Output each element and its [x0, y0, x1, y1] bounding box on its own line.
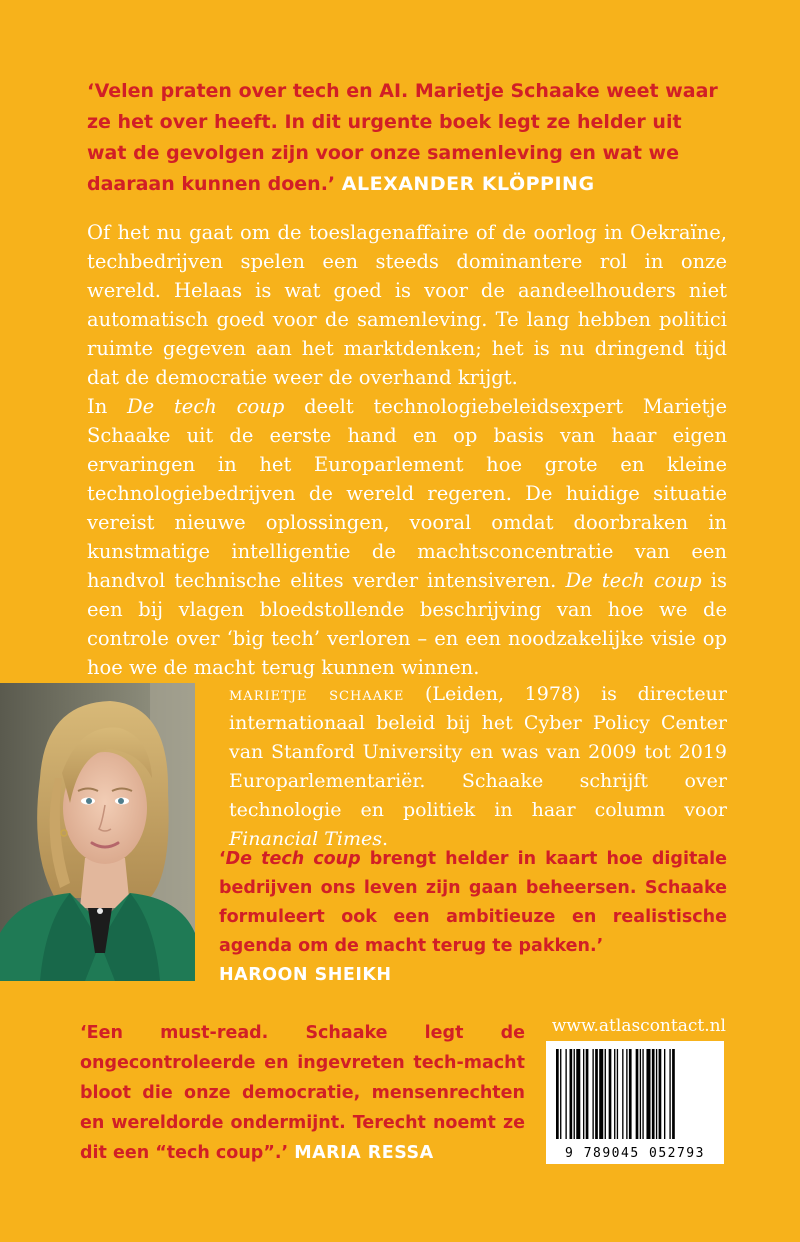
description-paragraph-2	[87, 392, 727, 682]
barcode-stripe	[636, 1049, 639, 1139]
description-paragraph-1: Of het nu gaat om de toeslagenaffaire of de oorlog in Oekraïne, techbedrijven spelen een steeds dominantere rol in onze wereld. Helaas is wat goed is voor de aandeelhouders niet automatisch goed voor de samenleving. Te lang hebben politici ruimte gegeven aan het marktdenken; het is nu dringend tijd dat de democratie weer de overhand krijgt.	[87, 221, 727, 389]
barcode-stripe	[576, 1049, 580, 1139]
barcode-stripe	[614, 1049, 615, 1139]
mid-quote-title: De tech coup	[225, 849, 361, 869]
barcode-stripe	[574, 1049, 575, 1139]
author-name: marietje schaake	[229, 683, 405, 705]
top-quote-text: ‘Velen praten over tech en AI. Marietje Schaake weet waar ze het over heeft. In dit urgente boek legt ze helder uit wat de gevolgen zijn voor onze samenleving en wat we daaraan kunnen doen.’	[87, 80, 718, 195]
barcode-stripe	[556, 1049, 559, 1139]
barcode-stripe	[659, 1049, 662, 1139]
publisher-url: www.atlascontact.nl	[551, 1016, 726, 1036]
barcode-stripe	[646, 1049, 650, 1139]
mid-quote-open: ‘	[219, 849, 226, 869]
barcode-stripe	[605, 1049, 606, 1139]
barcode-stripe	[622, 1049, 623, 1139]
isbn-digits: 9 789045 052793	[565, 1146, 705, 1161]
barcode-stripe	[565, 1049, 566, 1139]
top-quote	[87, 76, 727, 200]
barcode-stripe	[570, 1049, 573, 1139]
p2-intro: In	[87, 395, 128, 418]
barcode-stripe	[652, 1049, 655, 1139]
bottom-quote	[80, 1018, 525, 1168]
barcode-stripe	[642, 1049, 643, 1139]
p2-body: deelt technologiebeleidsexpert Marietje Schaake uit de eerste hand en op basis van haar eigen ervaringen in het Europarlement hoe grote en kleine technologiebedrijven de wereld regeren. De huidige situatie vereist nieuwe oplossingen, vooral omdat doorbraken in kunstmatige intelligentie de machtsconcentratie van een handvol technische elites verder intensiveren.	[87, 395, 727, 592]
p2-end: is een bij vlagen bloedstollende beschrijving van hoe we de controle over ‘big tech’ verloren – en een noodzakelijke visie op hoe we de macht terug kunnen winnen.	[87, 569, 727, 679]
author-portrait	[0, 683, 195, 981]
barcode-stripe	[560, 1049, 561, 1139]
barcode-stripe	[595, 1049, 598, 1139]
barcode-stripe	[664, 1049, 665, 1139]
barcode-bars	[556, 1049, 714, 1139]
bio-end: .	[381, 828, 389, 850]
barcode-stripe	[629, 1049, 632, 1139]
barcode-stripe	[583, 1049, 584, 1139]
barcode-stripe	[599, 1049, 603, 1139]
barcode-stripe	[609, 1049, 612, 1139]
author-bio	[229, 680, 727, 854]
barcode-stripe	[592, 1049, 593, 1139]
barcode	[546, 1041, 724, 1164]
barcode-stripe	[626, 1049, 627, 1139]
bio-text: (Leiden, 1978) is directeur internationaal beleid bij het Cyber Policy Center van Stanford University en was van 2009 tot 2019 Europarlementariër. Schaake schrijft over technologie en politiek in haar column voor	[229, 683, 727, 821]
barcode-stripe	[672, 1049, 675, 1139]
top-quote-attribution: ALEXANDER KLÖPPING	[341, 173, 595, 195]
bottom-quote-attribution: MARIA RESSA	[294, 1143, 434, 1163]
book-title-repeat: De tech coup	[565, 569, 702, 592]
publication-name: Financial Times	[229, 828, 382, 850]
mid-quote	[219, 845, 727, 990]
barcode-stripe	[669, 1049, 670, 1139]
barcode-stripe	[586, 1049, 589, 1139]
barcode-stripe	[617, 1049, 618, 1139]
bottom-quote-text: ‘Een must-read. Schaake legt de ongecontroleerde en ingevreten tech-macht bloot die onze democratie, mensenrechten en wereldorde ondermijnt. Terecht noemt ze dit een “tech coup”.’	[80, 1023, 525, 1163]
barcode-stripe	[640, 1049, 641, 1139]
mid-quote-attribution: HAROON SHEIKH	[219, 965, 392, 985]
barcode-stripe	[656, 1049, 657, 1139]
book-description	[87, 218, 727, 682]
mid-quote-text: brengt helder in kaart hoe digitale bedrijven ons leven zijn gaan beheersen. Schaake formuleert ook een ambitieuze en realistische agenda om de macht terug te pakken.’	[219, 849, 727, 956]
book-title: De tech coup	[127, 395, 285, 418]
